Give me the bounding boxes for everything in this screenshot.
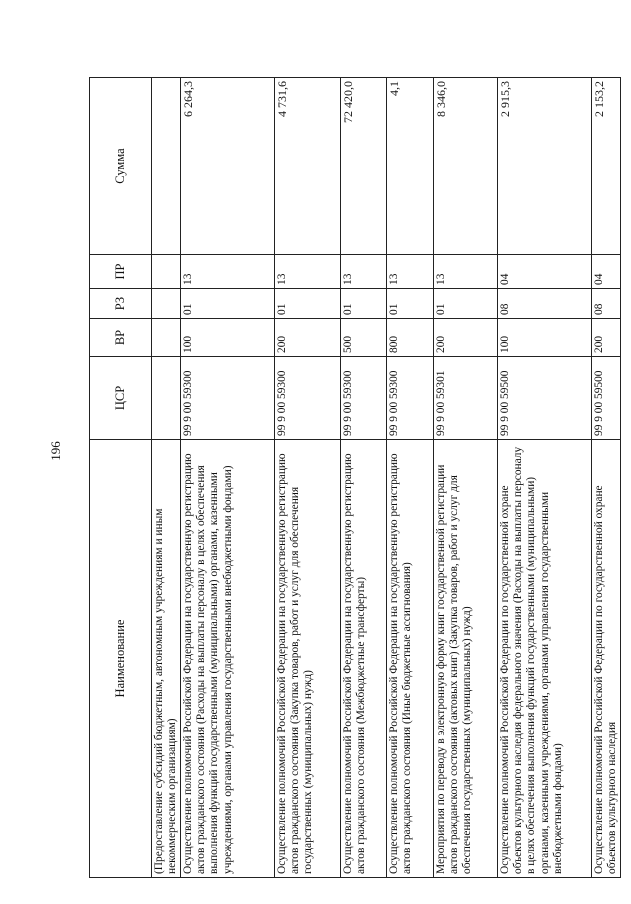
- table-row: [181, 78, 275, 878]
- row-vr: 200: [434, 319, 498, 357]
- page-number: 196: [48, 441, 63, 461]
- row-name: (Предоставление субсидий бюджетным, автономным учреждениям и иным некоммерческим организациям): [152, 440, 181, 878]
- row-sum: 6 264,3: [181, 78, 275, 255]
- row-name: Осуществление полномочий Российской Федерации на государственную регистрацию актов гражданского состояния (Межбюджетные трансферты): [341, 440, 387, 878]
- row-csr: 99 9 00 59300: [341, 357, 387, 440]
- row-pr: 13: [434, 255, 498, 289]
- table-row: [498, 78, 592, 878]
- header-sum: Сумма: [90, 78, 152, 255]
- row-pr: 04: [592, 255, 621, 289]
- budget-table: [89, 77, 621, 878]
- row-rz: 08: [498, 289, 592, 319]
- row-rz: 01: [181, 289, 275, 319]
- row-pr: 13: [341, 255, 387, 289]
- row-name: Мероприятия по переводу в электронную форму книг государственной регистрации актов гражданского состояния (актовых книг) (Закупка товаров, работ и услуг для обеспечения государственных (муниципальных) нужд): [434, 440, 498, 878]
- row-name: Осуществление полномочий Российской Федерации по государственной охране объектов культурного наследия федерального значения (Расходы на выплаты персоналу в целях обеспечения выполнения функций государственными (муниципальными) органами, казенными учреждениями, органами управления государственными внебюджетными фондами): [498, 440, 592, 878]
- row-sum: 8 346,0: [434, 78, 498, 255]
- table-row: [434, 78, 498, 878]
- row-vr: 800: [387, 319, 434, 357]
- row-pr: 13: [275, 255, 341, 289]
- row-csr: 99 9 00 59500: [498, 357, 592, 440]
- row-vr: 100: [498, 319, 592, 357]
- header-csr: ЦСР: [90, 357, 152, 440]
- header-vr: ВР: [90, 319, 152, 357]
- header-rz: РЗ: [90, 289, 152, 319]
- table-row: [592, 78, 621, 878]
- row-pr: 13: [181, 255, 275, 289]
- row-sum: 2 153,2: [592, 78, 621, 255]
- row-vr: 500: [341, 319, 387, 357]
- row-sum: [152, 78, 181, 255]
- table-header-row: [90, 78, 152, 878]
- table-row: [387, 78, 434, 878]
- row-rz: 01: [341, 289, 387, 319]
- row-pr: 13: [387, 255, 434, 289]
- row-csr: 99 9 00 59300: [275, 357, 341, 440]
- row-vr: 100: [181, 319, 275, 357]
- rotated-page-content: [89, 78, 619, 878]
- row-rz: 08: [592, 289, 621, 319]
- row-name: Осуществление полномочий Российской Федерации по государственной охране объектов культурного наследия: [592, 440, 621, 878]
- table-row: [341, 78, 387, 878]
- row-name: Осуществление полномочий Российской Федерации на государственную регистрацию актов гражданского состояния (Закупка товаров, работ и услуг для обеспечения государственных (муниципальных) нужд): [275, 440, 341, 878]
- row-name: Осуществление полномочий Российской Федерации на государственную регистрацию актов гражданского состояния (Иные бюджетные ассигнования): [387, 440, 434, 878]
- row-vr: 200: [592, 319, 621, 357]
- row-sum: 4 731,6: [275, 78, 341, 255]
- row-sum: 4,1: [387, 78, 434, 255]
- row-rz: 01: [387, 289, 434, 319]
- row-vr: 200: [275, 319, 341, 357]
- row-pr: 04: [498, 255, 592, 289]
- row-csr: 99 9 00 59500: [592, 357, 621, 440]
- row-name: Осуществление полномочий Российской Федерации на государственную регистрацию актов гражданского состояния (Расходы на выплаты персоналу в целях обеспечения выполнения функций государственными (муниципальными) органами, казенными учреждениями, органами управления государственными внебюджетными фондами): [181, 440, 275, 878]
- table-row: [152, 78, 181, 878]
- row-rz: 01: [434, 289, 498, 319]
- header-name: Наименование: [90, 440, 152, 878]
- row-csr: [152, 357, 181, 440]
- row-vr: [152, 319, 181, 357]
- row-sum: 72 420,0: [341, 78, 387, 255]
- row-csr: 99 9 00 59300: [387, 357, 434, 440]
- table-row: [275, 78, 341, 878]
- row-pr: [152, 255, 181, 289]
- row-rz: 01: [275, 289, 341, 319]
- row-csr: 99 9 00 59300: [181, 357, 275, 440]
- row-sum: 2 915,3: [498, 78, 592, 255]
- row-rz: [152, 289, 181, 319]
- row-csr: 99 9 00 59301: [434, 357, 498, 440]
- header-pr: ПР: [90, 255, 152, 289]
